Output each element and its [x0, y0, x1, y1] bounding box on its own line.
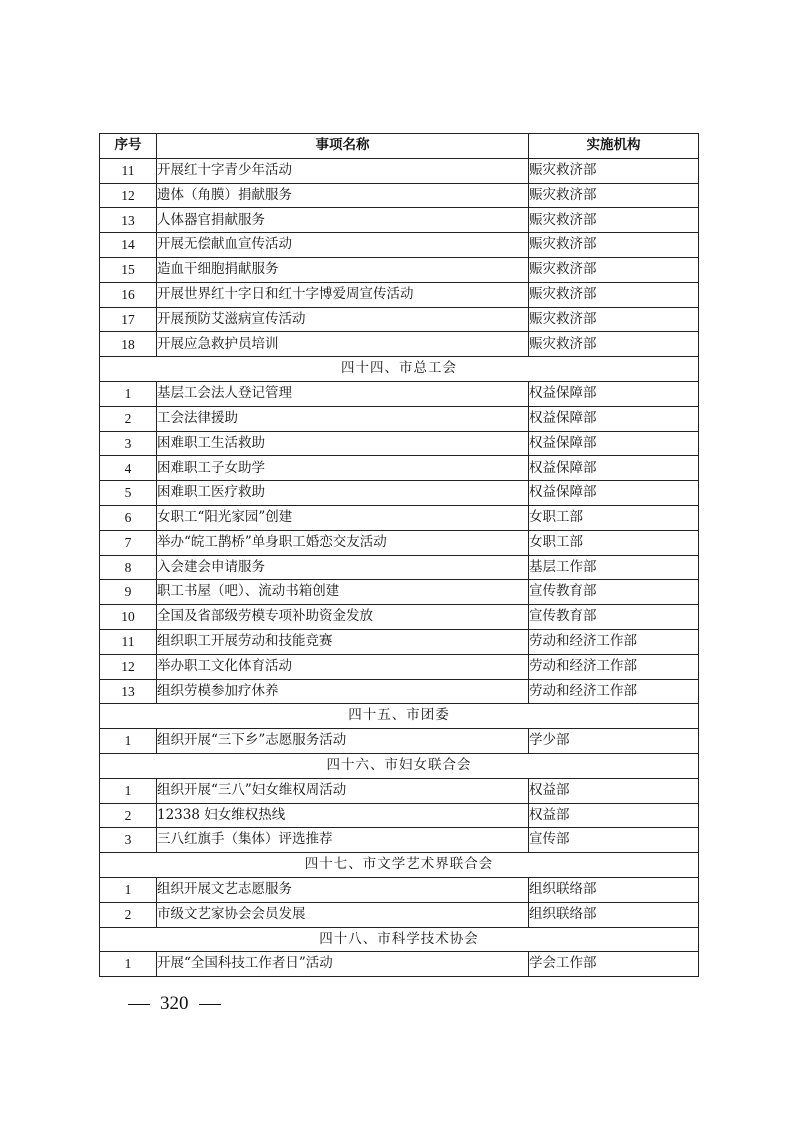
section-heading-row [100, 357, 699, 382]
table-header-row [100, 134, 699, 159]
table-row [100, 580, 699, 605]
seq-cell: 2 [100, 902, 157, 927]
org-cell: 赈灾救济部 [529, 332, 699, 357]
item-name-cell: 开展应急救护员培训 [157, 332, 529, 357]
table-row [100, 729, 699, 754]
item-name-cell: 困难职工子女助学 [157, 456, 529, 481]
seq-cell: 1 [100, 877, 157, 902]
table-row [100, 183, 699, 208]
org-cell: 劳动和经济工作部 [529, 629, 699, 654]
item-name-cell: 开展预防艾滋病宣传活动 [157, 307, 529, 332]
table-row [100, 605, 699, 630]
org-cell: 赈灾救济部 [529, 307, 699, 332]
document-sheet [99, 133, 698, 977]
table-row [100, 158, 699, 183]
org-cell: 权益保障部 [529, 406, 699, 431]
section-heading-row [100, 927, 699, 952]
item-name-cell: 12338 妇女维权热线 [157, 803, 529, 828]
item-name-cell: 职工书屋（吧）、流动书箱创建 [157, 580, 529, 605]
org-cell: 权益保障部 [529, 381, 699, 406]
org-cell: 学会工作部 [529, 952, 699, 977]
item-name-cell: 女职工“阳光家园”创建 [157, 505, 529, 530]
item-name-cell: 开展无偿献血宣传活动 [157, 233, 529, 258]
seq-cell: 14 [100, 233, 157, 258]
item-name-cell: 全国及省部级劳模专项补助资金发放 [157, 605, 529, 630]
org-cell: 赈灾救济部 [529, 208, 699, 233]
table-row [100, 481, 699, 506]
org-cell: 权益部 [529, 778, 699, 803]
item-name-cell: 开展“全国科技工作者日”活动 [157, 952, 529, 977]
item-name-cell: 举办职工文化体育活动 [157, 654, 529, 679]
org-cell: 权益保障部 [529, 481, 699, 506]
seq-cell: 1 [100, 778, 157, 803]
seq-cell: 6 [100, 505, 157, 530]
org-cell: 赈灾救济部 [529, 158, 699, 183]
table-row [100, 828, 699, 853]
org-cell: 女职工部 [529, 505, 699, 530]
table-row [100, 208, 699, 233]
table-body [100, 158, 699, 976]
table-row [100, 431, 699, 456]
seq-cell: 11 [100, 158, 157, 183]
table-row [100, 902, 699, 927]
section-title: 四十四、市总工会 [100, 357, 699, 382]
table-row [100, 654, 699, 679]
section-title: 四十五、市团委 [100, 704, 699, 729]
table-row [100, 257, 699, 282]
org-cell: 赈灾救济部 [529, 282, 699, 307]
item-name-cell: 开展红十字青少年活动 [157, 158, 529, 183]
seq-cell: 2 [100, 803, 157, 828]
section-heading-row [100, 853, 699, 878]
seq-cell: 1 [100, 729, 157, 754]
org-cell: 女职工部 [529, 530, 699, 555]
org-cell: 宣传部 [529, 828, 699, 853]
item-name-cell: 组织开展“三八”妇女维权周活动 [157, 778, 529, 803]
org-cell: 权益部 [529, 803, 699, 828]
item-name-cell: 造血干细胞捐献服务 [157, 257, 529, 282]
section-heading-row [100, 704, 699, 729]
seq-cell: 3 [100, 828, 157, 853]
seq-cell: 3 [100, 431, 157, 456]
seq-cell: 4 [100, 456, 157, 481]
item-name-cell: 人体器官捐献服务 [157, 208, 529, 233]
seq-cell: 16 [100, 282, 157, 307]
seq-cell: 18 [100, 332, 157, 357]
seq-cell: 17 [100, 307, 157, 332]
seq-cell: 8 [100, 555, 157, 580]
org-cell: 学少部 [529, 729, 699, 754]
footer-dash-left [128, 1004, 150, 1005]
table-row [100, 332, 699, 357]
page-number: 320 [160, 993, 189, 1014]
table-row [100, 803, 699, 828]
table-row [100, 456, 699, 481]
item-name-cell: 组织劳模参加疗休养 [157, 679, 529, 704]
org-cell: 权益保障部 [529, 431, 699, 456]
section-title: 四十六、市妇女联合会 [100, 753, 699, 778]
table-row [100, 555, 699, 580]
org-cell: 劳动和经济工作部 [529, 679, 699, 704]
item-name-cell: 工会法律援助 [157, 406, 529, 431]
table-row [100, 952, 699, 977]
item-name-cell: 遗体（角膜）捐献服务 [157, 183, 529, 208]
table-row [100, 679, 699, 704]
item-name-cell: 困难职工医疗救助 [157, 481, 529, 506]
org-cell: 赈灾救济部 [529, 233, 699, 258]
table-row [100, 381, 699, 406]
org-cell: 赈灾救济部 [529, 183, 699, 208]
org-cell: 赈灾救济部 [529, 257, 699, 282]
table-row [100, 877, 699, 902]
org-cell: 劳动和经济工作部 [529, 654, 699, 679]
seq-cell: 2 [100, 406, 157, 431]
seq-cell: 1 [100, 952, 157, 977]
item-name-cell: 组织开展文艺志愿服务 [157, 877, 529, 902]
table-row [100, 530, 699, 555]
item-name-cell: 举办“皖工鹊桥”单身职工婚恋交友活动 [157, 530, 529, 555]
item-name-cell: 三八红旗手（集体）评选推荐 [157, 828, 529, 853]
section-title: 四十八、市科学技术协会 [100, 927, 699, 952]
seq-cell: 12 [100, 654, 157, 679]
item-name-cell: 开展世界红十字日和红十字博爱周宣传活动 [157, 282, 529, 307]
seq-cell: 13 [100, 208, 157, 233]
item-name-cell: 基层工会法人登记管理 [157, 381, 529, 406]
seq-cell: 7 [100, 530, 157, 555]
section-title: 四十七、市文学艺术界联合会 [100, 853, 699, 878]
seq-cell: 9 [100, 580, 157, 605]
org-cell: 宣传教育部 [529, 605, 699, 630]
seq-cell: 13 [100, 679, 157, 704]
table-row [100, 307, 699, 332]
service-items-table [99, 133, 699, 977]
seq-cell: 5 [100, 481, 157, 506]
org-cell: 基层工作部 [529, 555, 699, 580]
section-heading-row [100, 753, 699, 778]
table-row [100, 629, 699, 654]
item-name-cell: 市级文艺家协会会员发展 [157, 902, 529, 927]
table-row [100, 233, 699, 258]
seq-cell: 1 [100, 381, 157, 406]
header-seq: 序号 [100, 134, 157, 159]
table-row [100, 282, 699, 307]
table-row [100, 778, 699, 803]
page-footer [128, 993, 221, 1015]
seq-cell: 11 [100, 629, 157, 654]
footer-dash-right [199, 1004, 221, 1005]
table-row [100, 406, 699, 431]
seq-cell: 10 [100, 605, 157, 630]
org-cell: 组织联络部 [529, 877, 699, 902]
table-row [100, 505, 699, 530]
item-name-cell: 组织开展“三下乡”志愿服务活动 [157, 729, 529, 754]
org-cell: 组织联络部 [529, 902, 699, 927]
header-org: 实施机构 [529, 134, 699, 159]
item-name-cell: 困难职工生活救助 [157, 431, 529, 456]
item-name-cell: 入会建会申请服务 [157, 555, 529, 580]
seq-cell: 12 [100, 183, 157, 208]
org-cell: 宣传教育部 [529, 580, 699, 605]
item-name-cell: 组织职工开展劳动和技能竞赛 [157, 629, 529, 654]
org-cell: 权益保障部 [529, 456, 699, 481]
seq-cell: 15 [100, 257, 157, 282]
header-item: 事项名称 [157, 134, 529, 159]
